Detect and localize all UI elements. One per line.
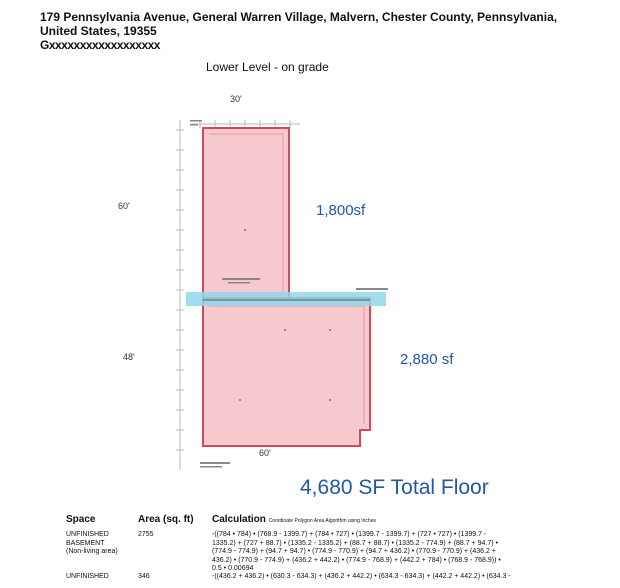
row1-space-line2: BASEMENT [66,539,105,547]
dim-left-lower: 48' [123,352,135,362]
total-floor-label: 4,680 SF Total Floor [300,476,489,499]
lower-area-label: 2,880 sf [400,351,454,368]
row1-space [66,531,118,557]
row1-calc-line3: (774.9 - 774.9) + (94.7 + 94.7) • (774.9 - 770.9) + (94.7 + 436.2) • (770.9 - 770.9) + (436.2 + [212,548,496,555]
top-ruler [192,120,300,128]
row2-area: 346 [138,573,150,580]
row1-calc-line1: -((784 • 784) • (768.9 - 1399.7) + (784 • 727) • (1399.7 - 1399.7) + (727 • 727) • (1399.7 - [212,531,487,538]
row1-calc-line5: 0.5 • 0.00694 [212,565,254,572]
header-calc-note: Coordinate Polygon Area Algorithm using Inches [268,518,376,524]
dim-top: 30' [230,94,242,104]
row2-space: UNFINISHED [66,573,109,580]
row1-space-line3: (Non-living area) [66,548,118,555]
header-calc [212,514,376,525]
upper-area-label: 1,800sf [316,202,366,219]
left-ruler [176,120,184,470]
upper-room [203,128,289,298]
lower-room [203,298,370,446]
address-line-1: 179 Pennsylvania Avenue, General Warren Village, Malvern, Chester County, Pennsylvania, [40,10,558,24]
address-line-2: United States, 19355 [40,24,157,38]
dim-left-upper: 60' [118,201,130,211]
header-calc-label: Calculation [212,514,266,525]
row1-space-line1: UNFINISHED [66,531,109,538]
row1-calc [212,531,602,574]
header-space: Space [66,514,96,525]
header-area: Area (sq. ft) [138,514,194,525]
row2-calc: -((436.2 + 436.2) • (630.3 - 634.3) + (436.2 + 442.2) • (634.3 - 634.3) + (442.2 + 442.2) • (634.3 - [212,573,511,580]
row1-calc-line2: 1335.2) + (727 + 88.7) • (1335.2 - 1335.2) + (88.7 + 88.7) • (1335.2 - 774.9) + (88.7 + 94.7) • [212,539,498,547]
redacted-scribble: Gxxxxxxxxxxxxxxxxxx [40,38,160,52]
row1-calc-line4: 436.2) • (770.9 - 774.9) + (436.2 + 442.2) • (774.9 - 768.9) + (442.2 + 784) • (768.9 - 768.9)) • [212,556,501,564]
dim-bottom: 60' [259,448,271,458]
level-title: Lower Level - on grade [206,60,329,74]
highlight-band [186,292,386,306]
row1-area: 2755 [138,531,154,538]
